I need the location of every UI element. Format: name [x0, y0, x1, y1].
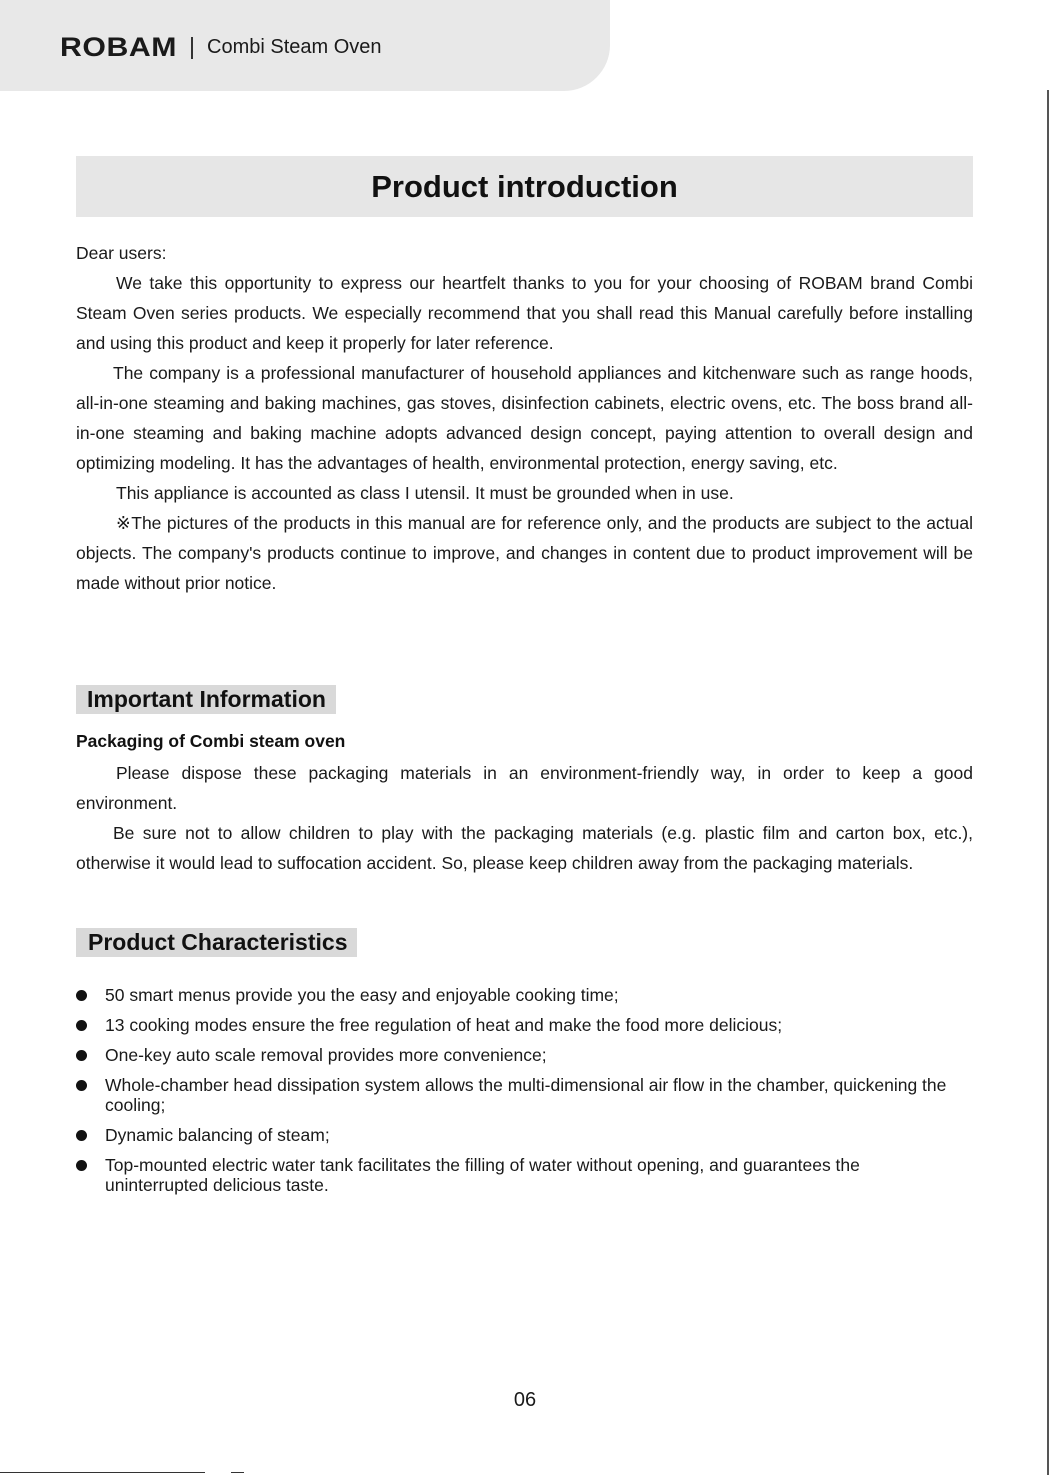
intro-paragraph: This appliance is accounted as class I utensil. It must be grounded when in use. [116, 483, 734, 503]
footer-rule [231, 1472, 244, 1473]
intro-paragraph: The company is a professional manufacturer of household appliances and kitchenware such as range hoods, all-in-one steaming and baking machines, gas stoves, disinfection cabinets, electric ovens, etc. The boss brand all-in-one steaming and baking machine adopts advanced design concept, paying attention to overall design and optimizing modeling. It has the advantages of health, environmental protection, energy saving, etc. [76, 363, 973, 473]
bullet-icon [76, 1080, 87, 1091]
list-item-text: Dynamic balancing of steam; [105, 1125, 330, 1145]
list-item-text: Top-mounted electric water tank facilitates the filling of water without opening, and guarantees the uninterrupted delicious taste. [105, 1155, 860, 1195]
list-item-text: 13 cooking modes ensure the free regulation of heat and make the food more delicious; [105, 1015, 783, 1035]
list-item [76, 1075, 956, 1115]
bullet-icon [76, 1020, 87, 1031]
characteristics-list [76, 985, 956, 1205]
header-separator [191, 37, 193, 59]
bullet-icon [76, 1130, 87, 1141]
brand-logo: ROBAM [60, 32, 178, 62]
packaging-paragraph: Please dispose these packaging materials in an environment-friendly way, in order to keep a good environment. [76, 763, 973, 813]
list-item-text: 50 smart menus provide you the easy and enjoyable cooking time; [105, 985, 619, 1005]
section-heading-important: Important Information [76, 685, 336, 714]
list-item [76, 1015, 956, 1035]
page-title: Product introduction [371, 168, 678, 204]
packaging-paragraph: Be sure not to allow children to play with the packaging materials (e.g. plastic film and carton box, etc.), otherwise it would lead to suffocation accident. So, please keep children away from the packaging materials. [76, 823, 973, 873]
intro-paragraph: ※The pictures of the products in this manual are for reference only, and the products are subject to the actual objects. The company's products continue to improve, and changes in content due to product improvement will be made without prior notice. [76, 513, 973, 593]
footer-rule [0, 1472, 205, 1473]
intro-section [76, 238, 973, 598]
list-item-text: One-key auto scale removal provides more convenience; [105, 1045, 547, 1065]
page-edge-line [1047, 90, 1049, 1475]
list-item [76, 1045, 956, 1065]
packaging-subheading: Packaging of Combi steam oven [76, 731, 346, 751]
greeting: Dear users: [76, 243, 167, 263]
intro-paragraph: We take this opportunity to express our heartfelt thanks to you for your choosing of ROBAM brand Combi Steam Oven series products. We especially recommend that you shall read this Manual carefully before installing and using this product and keep it properly for later reference. [76, 273, 973, 353]
list-item [76, 985, 956, 1005]
section-heading-characteristics: Product Characteristics [76, 928, 357, 957]
packaging-section [76, 758, 973, 878]
title-band [76, 156, 973, 217]
header-tab [0, 0, 610, 91]
bullet-icon [76, 1050, 87, 1061]
header-product-name: Combi Steam Oven [207, 36, 382, 58]
bullet-icon [76, 990, 87, 1001]
bullet-icon [76, 1160, 87, 1171]
page-number: 06 [513, 1389, 537, 1411]
list-item-text: Whole-chamber head dissipation system allows the multi-dimensional air flow in the chamber, quickening the cooling; [105, 1075, 947, 1115]
list-item [76, 1125, 956, 1145]
list-item [76, 1155, 956, 1195]
